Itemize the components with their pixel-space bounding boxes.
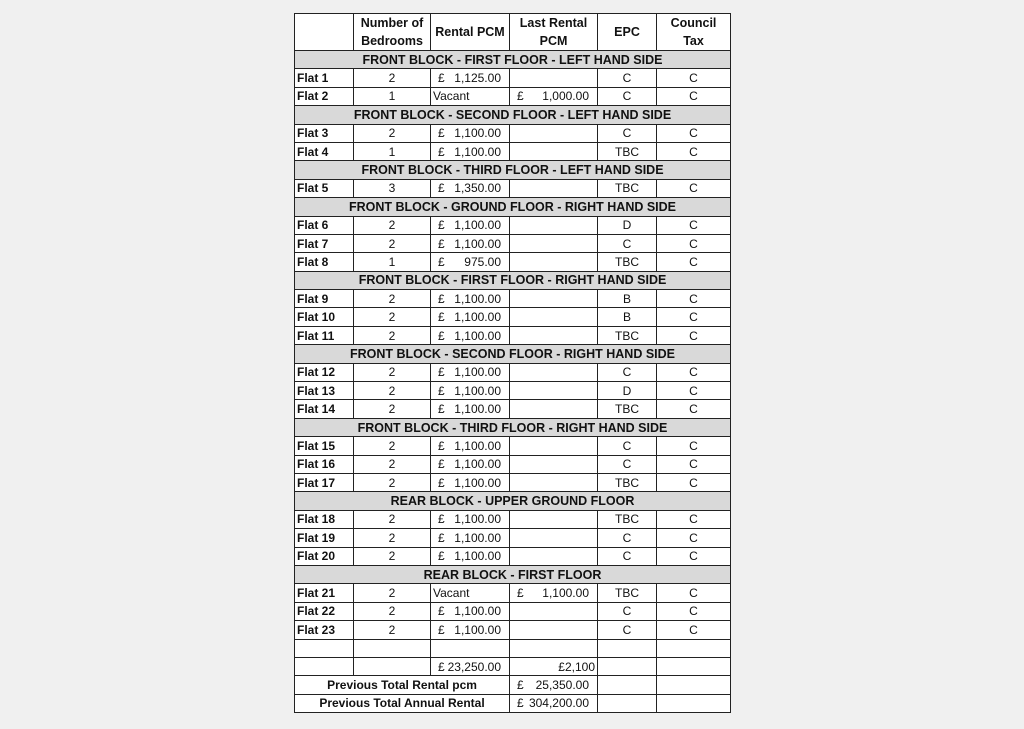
last-rental-cell[interactable] xyxy=(510,308,598,326)
section-title[interactable]: FRONT BLOCK - GROUND FLOOR - RIGHT HAND SIDE xyxy=(295,198,731,216)
previous-total-rental-label[interactable]: Previous Total Rental pcm xyxy=(295,676,510,694)
rental-pcm-cell[interactable] xyxy=(431,253,510,271)
currency-symbol: £ xyxy=(438,291,445,306)
last-rental-cell[interactable] xyxy=(510,510,598,528)
rental-pcm-cell[interactable] xyxy=(431,124,510,142)
rental-pcm-cell[interactable] xyxy=(431,547,510,565)
flat-row xyxy=(295,529,731,547)
currency-symbol: £ xyxy=(438,144,445,159)
flat-row xyxy=(295,179,731,197)
header-row xyxy=(295,14,731,51)
council-tax-cell[interactable]: C xyxy=(657,529,731,547)
rental-pcm-cell-amount: 1,100.00 xyxy=(454,622,501,637)
flat-name-cell[interactable]: Flat 13 xyxy=(295,382,354,400)
empty-cell[interactable] xyxy=(295,639,354,657)
flat-row xyxy=(295,584,731,602)
rental-pcm-cell-amount: 975.00 xyxy=(464,254,501,269)
currency-symbol: £ xyxy=(517,586,524,601)
flat-name-cell[interactable]: Flat 3 xyxy=(295,124,354,142)
currency-symbol: £ xyxy=(438,328,445,343)
last-rental-cell[interactable] xyxy=(510,87,598,105)
council-tax-cell[interactable]: C xyxy=(657,142,731,160)
currency-symbol: £ xyxy=(438,254,445,269)
header-rental-pcm[interactable]: Rental PCM xyxy=(431,14,510,51)
last-rental-cell[interactable] xyxy=(510,382,598,400)
empty-cell[interactable] xyxy=(354,657,431,675)
council-tax-cell[interactable]: C xyxy=(657,69,731,87)
council-tax-cell[interactable]: C xyxy=(657,473,731,491)
council-tax-cell[interactable]: C xyxy=(657,621,731,639)
epc-cell[interactable]: TBC xyxy=(598,142,657,160)
currency-symbol: £ xyxy=(438,236,445,251)
last-rental-cell[interactable] xyxy=(510,437,598,455)
flat-name-cell[interactable]: Flat 1 xyxy=(295,69,354,87)
rental-pcm-cell-amount: 1,100.00 xyxy=(454,218,501,233)
council-tax-cell[interactable]: C xyxy=(657,363,731,381)
section-title[interactable]: FRONT BLOCK - SECOND FLOOR - LEFT HAND SIDE xyxy=(295,106,731,124)
flat-name-cell[interactable]: Flat 17 xyxy=(295,473,354,491)
currency-symbol: £ xyxy=(438,604,445,619)
bedrooms-cell[interactable]: 2 xyxy=(354,308,431,326)
last-rental-cell[interactable] xyxy=(510,473,598,491)
flat-name-cell[interactable]: Flat 14 xyxy=(295,400,354,418)
council-tax-cell[interactable]: C xyxy=(657,437,731,455)
council-tax-cell[interactable]: C xyxy=(657,290,731,308)
flat-name-cell[interactable]: Flat 12 xyxy=(295,363,354,381)
flat-row xyxy=(295,455,731,473)
flat-name-cell[interactable]: Flat 10 xyxy=(295,308,354,326)
epc-cell[interactable]: C xyxy=(598,437,657,455)
last-rental-cell[interactable] xyxy=(510,69,598,87)
header-blank-cell[interactable] xyxy=(295,14,354,51)
rental-schedule-table xyxy=(294,13,731,713)
flat-name-cell[interactable]: Flat 5 xyxy=(295,179,354,197)
currency-symbol: £ xyxy=(438,218,445,233)
currency-symbol: £ xyxy=(438,438,445,453)
empty-cell[interactable] xyxy=(657,676,731,694)
last-rental-cell[interactable] xyxy=(510,547,598,565)
epc-cell[interactable]: C xyxy=(598,87,657,105)
currency-symbol: £ xyxy=(438,512,445,527)
bedrooms-cell[interactable]: 2 xyxy=(354,455,431,473)
flat-row xyxy=(295,473,731,491)
epc-cell[interactable]: TBC xyxy=(598,326,657,344)
empty-cell[interactable] xyxy=(598,657,657,675)
last-rental-cell[interactable] xyxy=(510,584,598,602)
section-title[interactable]: REAR BLOCK - FIRST FLOOR xyxy=(295,565,731,583)
council-tax-cell[interactable]: C xyxy=(657,234,731,252)
currency-symbol: £ xyxy=(438,181,445,196)
currency-symbol: £ xyxy=(438,402,445,417)
currency-symbol: £ xyxy=(517,89,524,104)
last-rental-cell[interactable] xyxy=(510,234,598,252)
rental-pcm-cell[interactable] xyxy=(431,69,510,87)
previous-total-annual-value-amount: 304,200.00 xyxy=(528,696,589,711)
last-rental-cell-amount: 1,100.00 xyxy=(542,586,589,601)
last-rental-cell[interactable] xyxy=(510,602,598,620)
section-title[interactable]: REAR BLOCK - UPPER GROUND FLOOR xyxy=(295,492,731,510)
last-rental-cell[interactable] xyxy=(510,253,598,271)
empty-cell[interactable] xyxy=(598,639,657,657)
council-tax-cell[interactable]: C xyxy=(657,455,731,473)
rental-pcm-cell[interactable] xyxy=(431,142,510,160)
last-rental-cell[interactable] xyxy=(510,529,598,547)
rental-pcm-cell[interactable] xyxy=(431,529,510,547)
council-tax-cell[interactable]: C xyxy=(657,510,731,528)
previous-total-rental-value[interactable] xyxy=(510,676,598,694)
header-bedrooms[interactable]: Number of Bedrooms xyxy=(354,14,431,51)
bedrooms-cell[interactable]: 1 xyxy=(354,87,431,105)
rental-pcm-cell[interactable] xyxy=(431,473,510,491)
previous-total-rental-row xyxy=(295,676,731,694)
epc-cell[interactable]: C xyxy=(598,124,657,142)
blank-row xyxy=(295,639,731,657)
flat-name-cell[interactable]: Flat 8 xyxy=(295,253,354,271)
last-rental-cell[interactable] xyxy=(510,400,598,418)
header-epc[interactable]: EPC xyxy=(598,14,657,51)
epc-cell[interactable]: TBC xyxy=(598,473,657,491)
section-title[interactable]: FRONT BLOCK - FIRST FLOOR - LEFT HAND SIDE xyxy=(295,51,731,69)
rental-pcm-cell-amount: 1,100.00 xyxy=(454,291,501,306)
epc-cell[interactable]: B xyxy=(598,308,657,326)
flat-name-cell[interactable]: Flat 21 xyxy=(295,584,354,602)
rental-pcm-cell-amount: 1,100.00 xyxy=(454,383,501,398)
rental-pcm-cell-amount: 1,125.00 xyxy=(454,71,501,86)
empty-cell[interactable] xyxy=(598,676,657,694)
currency-symbol: £ xyxy=(438,126,445,141)
last-rental-cell[interactable] xyxy=(510,124,598,142)
rental-pcm-cell[interactable]: Vacant xyxy=(431,584,510,602)
section-row xyxy=(295,51,731,69)
council-tax-cell[interactable]: C xyxy=(657,584,731,602)
bedrooms-cell[interactable]: 2 xyxy=(354,547,431,565)
epc-cell[interactable]: C xyxy=(598,69,657,87)
previous-total-annual-label[interactable]: Previous Total Annual Rental xyxy=(295,694,510,712)
bedrooms-cell[interactable]: 2 xyxy=(354,124,431,142)
flat-name-cell[interactable]: Flat 7 xyxy=(295,234,354,252)
currency-symbol: £ xyxy=(438,530,445,545)
section-title[interactable]: FRONT BLOCK - SECOND FLOOR - RIGHT HAND SIDE xyxy=(295,345,731,363)
totals-row xyxy=(295,657,731,675)
rental-pcm-cell-amount: 1,100.00 xyxy=(454,310,501,325)
rental-pcm-cell[interactable] xyxy=(431,455,510,473)
council-tax-cell[interactable]: C xyxy=(657,547,731,565)
rental-pcm-cell[interactable] xyxy=(431,621,510,639)
currency-symbol: £ xyxy=(438,365,445,380)
section-row xyxy=(295,492,731,510)
rental-pcm-cell[interactable] xyxy=(431,308,510,326)
bedrooms-cell[interactable]: 2 xyxy=(354,69,431,87)
flat-name-cell[interactable]: Flat 23 xyxy=(295,621,354,639)
section-row xyxy=(295,161,731,179)
currency-symbol: £ xyxy=(438,659,445,674)
rental-pcm-cell-amount: 1,350.00 xyxy=(454,181,501,196)
section-row xyxy=(295,106,731,124)
rental-total-cell-amount: 23,250.00 xyxy=(447,659,501,674)
rental-pcm-cell-amount: 1,100.00 xyxy=(454,328,501,343)
bedrooms-cell[interactable]: 2 xyxy=(354,382,431,400)
empty-cell[interactable] xyxy=(657,694,731,712)
epc-cell[interactable]: C xyxy=(598,455,657,473)
bedrooms-cell[interactable]: 2 xyxy=(354,363,431,381)
flat-row xyxy=(295,87,731,105)
currency-symbol: £ xyxy=(438,457,445,472)
flat-name-cell[interactable]: Flat 16 xyxy=(295,455,354,473)
rental-pcm-cell[interactable]: Vacant xyxy=(431,87,510,105)
rental-pcm-cell-amount: 1,100.00 xyxy=(454,512,501,527)
flat-name-cell[interactable]: Flat 11 xyxy=(295,326,354,344)
rental-pcm-cell-amount: 1,100.00 xyxy=(454,236,501,251)
epc-cell[interactable]: D xyxy=(598,216,657,234)
rental-pcm-cell-amount: 1,100.00 xyxy=(454,402,501,417)
flat-row xyxy=(295,602,731,620)
epc-cell[interactable]: TBC xyxy=(598,400,657,418)
empty-cell[interactable] xyxy=(657,657,731,675)
last-rental-cell[interactable] xyxy=(510,216,598,234)
bedrooms-cell[interactable]: 2 xyxy=(354,621,431,639)
header-last-rental-pcm[interactable]: Last Rental PCM xyxy=(510,14,598,51)
rental-pcm-cell[interactable] xyxy=(431,437,510,455)
bedrooms-cell[interactable]: 1 xyxy=(354,253,431,271)
bedrooms-cell[interactable]: 2 xyxy=(354,326,431,344)
rental-pcm-cell[interactable] xyxy=(431,382,510,400)
section-row xyxy=(295,418,731,436)
rental-pcm-cell[interactable] xyxy=(431,602,510,620)
rental-pcm-cell-amount: 1,100.00 xyxy=(454,457,501,472)
flat-row xyxy=(295,363,731,381)
currency-symbol: £ xyxy=(517,677,524,692)
bedrooms-cell[interactable]: 2 xyxy=(354,290,431,308)
flat-row xyxy=(295,234,731,252)
flat-row xyxy=(295,510,731,528)
rental-pcm-cell[interactable] xyxy=(431,400,510,418)
rental-pcm-cell[interactable] xyxy=(431,510,510,528)
rental-pcm-cell[interactable] xyxy=(431,290,510,308)
empty-cell[interactable] xyxy=(431,639,510,657)
flat-row xyxy=(295,326,731,344)
rental-pcm-cell-amount: 1,100.00 xyxy=(454,144,501,159)
header-council-tax[interactable]: Council Tax xyxy=(657,14,731,51)
bedrooms-cell[interactable]: 2 xyxy=(354,602,431,620)
section-row xyxy=(295,345,731,363)
epc-cell[interactable]: B xyxy=(598,290,657,308)
flat-row xyxy=(295,308,731,326)
bedrooms-cell[interactable]: 2 xyxy=(354,437,431,455)
flat-name-cell[interactable]: Flat 19 xyxy=(295,529,354,547)
flat-row xyxy=(295,69,731,87)
epc-cell[interactable]: TBC xyxy=(598,253,657,271)
council-tax-cell[interactable]: C xyxy=(657,602,731,620)
flat-row xyxy=(295,547,731,565)
last-rental-cell-amount: 1,000.00 xyxy=(542,89,589,104)
last-rental-cell[interactable] xyxy=(510,179,598,197)
flat-row xyxy=(295,382,731,400)
rental-pcm-cell[interactable] xyxy=(431,234,510,252)
last-rental-cell[interactable] xyxy=(510,363,598,381)
rental-pcm-cell-amount: 1,100.00 xyxy=(454,604,501,619)
previous-total-rental-value-amount: 25,350.00 xyxy=(535,677,589,692)
epc-cell[interactable]: C xyxy=(598,547,657,565)
bedrooms-cell[interactable]: 2 xyxy=(354,584,431,602)
epc-cell[interactable]: D xyxy=(598,382,657,400)
council-tax-cell[interactable]: C xyxy=(657,253,731,271)
flat-row xyxy=(295,437,731,455)
section-title[interactable]: FRONT BLOCK - THIRD FLOOR - LEFT HAND SIDE xyxy=(295,161,731,179)
epc-cell[interactable]: C xyxy=(598,602,657,620)
bedrooms-cell[interactable]: 3 xyxy=(354,179,431,197)
council-tax-cell[interactable]: C xyxy=(657,124,731,142)
epc-cell[interactable]: C xyxy=(598,234,657,252)
bedrooms-cell[interactable]: 2 xyxy=(354,510,431,528)
currency-symbol: £ xyxy=(438,71,445,86)
flat-name-cell[interactable]: Flat 4 xyxy=(295,142,354,160)
flat-row xyxy=(295,124,731,142)
flat-row xyxy=(295,216,731,234)
last-rental-cell[interactable] xyxy=(510,621,598,639)
currency-symbol: £ xyxy=(438,310,445,325)
flat-name-cell[interactable]: Flat 6 xyxy=(295,216,354,234)
currency-symbol: £ xyxy=(438,383,445,398)
flat-name-cell[interactable]: Flat 18 xyxy=(295,510,354,528)
currency-symbol: £ xyxy=(438,622,445,637)
last-rental-cell[interactable] xyxy=(510,290,598,308)
flat-row xyxy=(295,142,731,160)
flat-name-cell[interactable]: Flat 20 xyxy=(295,547,354,565)
council-tax-cell[interactable]: C xyxy=(657,326,731,344)
council-tax-cell[interactable]: C xyxy=(657,179,731,197)
section-title[interactable]: FRONT BLOCK - THIRD FLOOR - RIGHT HAND SIDE xyxy=(295,418,731,436)
previous-total-annual-row xyxy=(295,694,731,712)
empty-cell[interactable] xyxy=(295,657,354,675)
rental-pcm-cell[interactable] xyxy=(431,216,510,234)
flat-name-cell[interactable]: Flat 22 xyxy=(295,602,354,620)
flat-name-cell[interactable]: Flat 15 xyxy=(295,437,354,455)
flat-row xyxy=(295,290,731,308)
flat-name-cell[interactable]: Flat 2 xyxy=(295,87,354,105)
rental-pcm-cell[interactable] xyxy=(431,179,510,197)
epc-cell[interactable]: C xyxy=(598,621,657,639)
epc-cell[interactable]: TBC xyxy=(598,179,657,197)
flat-name-cell[interactable]: Flat 9 xyxy=(295,290,354,308)
section-row xyxy=(295,565,731,583)
flat-row xyxy=(295,400,731,418)
council-tax-cell[interactable]: C xyxy=(657,216,731,234)
flat-row xyxy=(295,253,731,271)
empty-cell[interactable] xyxy=(354,639,431,657)
currency-symbol: £ xyxy=(438,549,445,564)
council-tax-cell[interactable]: C xyxy=(657,308,731,326)
bedrooms-cell[interactable]: 2 xyxy=(354,473,431,491)
epc-cell[interactable]: C xyxy=(598,363,657,381)
rental-pcm-cell-amount: 1,100.00 xyxy=(454,475,501,490)
last-rental-cell[interactable] xyxy=(510,142,598,160)
council-tax-cell[interactable]: C xyxy=(657,87,731,105)
empty-cell[interactable] xyxy=(657,639,731,657)
council-tax-cell[interactable]: C xyxy=(657,382,731,400)
bedrooms-cell[interactable]: 2 xyxy=(354,234,431,252)
rental-pcm-cell-amount: 1,100.00 xyxy=(454,530,501,545)
council-tax-cell[interactable]: C xyxy=(657,400,731,418)
empty-cell[interactable] xyxy=(510,639,598,657)
rental-pcm-cell-amount: 1,100.00 xyxy=(454,126,501,141)
last-rental-total-cell[interactable]: £2,100 xyxy=(510,657,598,675)
rental-pcm-cell-amount: 1,100.00 xyxy=(454,438,501,453)
bedrooms-cell[interactable]: 2 xyxy=(354,216,431,234)
bedrooms-cell[interactable]: 2 xyxy=(354,400,431,418)
rental-pcm-cell-amount: 1,100.00 xyxy=(454,549,501,564)
rental-pcm-cell[interactable] xyxy=(431,363,510,381)
flat-row xyxy=(295,621,731,639)
epc-cell[interactable]: TBC xyxy=(598,584,657,602)
epc-cell[interactable]: TBC xyxy=(598,510,657,528)
bedrooms-cell[interactable]: 2 xyxy=(354,529,431,547)
rental-total-cell[interactable] xyxy=(431,657,510,675)
section-title[interactable]: FRONT BLOCK - FIRST FLOOR - RIGHT HAND SIDE xyxy=(295,271,731,289)
last-rental-cell[interactable] xyxy=(510,326,598,344)
section-row xyxy=(295,271,731,289)
bedrooms-cell[interactable]: 1 xyxy=(354,142,431,160)
rental-pcm-cell[interactable] xyxy=(431,326,510,344)
currency-symbol: £ xyxy=(517,696,524,711)
section-row xyxy=(295,198,731,216)
rental-pcm-cell-amount: 1,100.00 xyxy=(454,365,501,380)
epc-cell[interactable]: C xyxy=(598,529,657,547)
previous-total-annual-value[interactable] xyxy=(510,694,598,712)
last-rental-cell[interactable] xyxy=(510,455,598,473)
currency-symbol: £ xyxy=(438,475,445,490)
empty-cell[interactable] xyxy=(598,694,657,712)
